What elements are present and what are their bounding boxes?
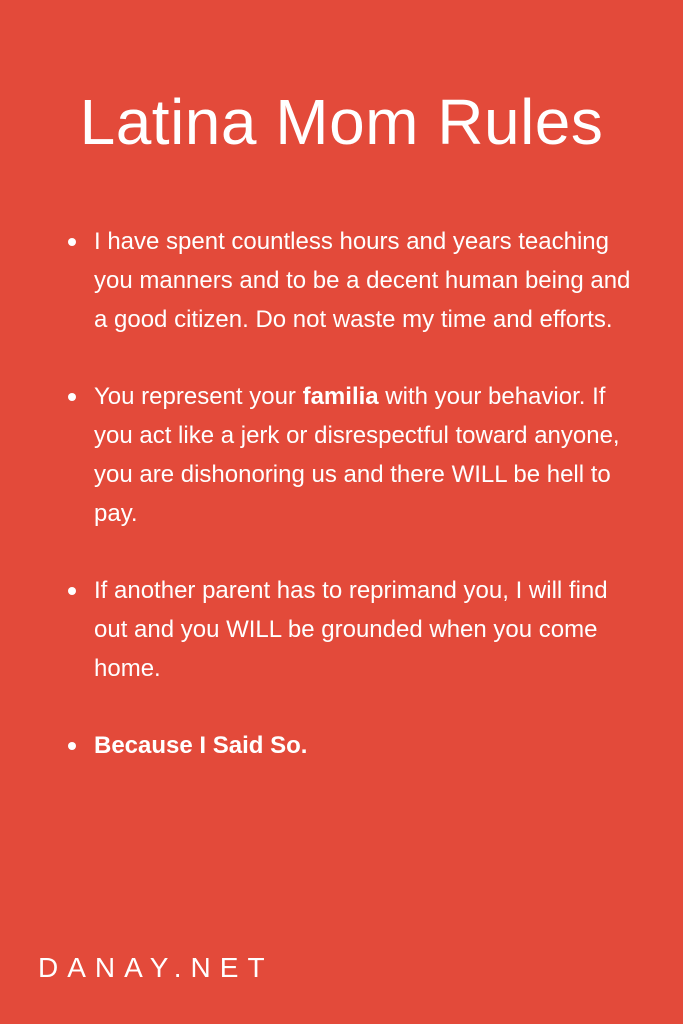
- rule-text: If another parent has to reprimand you, I will find out and you WILL be grounded when you come home.: [94, 577, 608, 682]
- list-item: [94, 571, 639, 688]
- rules-list: [94, 222, 639, 803]
- rule-emphasis: Because I Said So.: [94, 732, 308, 759]
- site-brand: DANAY.NET: [38, 952, 274, 983]
- rule-emphasis: familia: [302, 383, 379, 410]
- list-item: [94, 726, 639, 765]
- list-item: [94, 377, 639, 533]
- page-title: Latina Mom Rules: [79, 86, 604, 158]
- rule-text-continued: with your behavior. If you act like a jerk or disrespectful toward anyone, you are dishonoring us and there WILL be hell to pay.: [94, 383, 620, 527]
- rule-text: I have spent countless hours and years teaching you manners and to be a decent human being and a good citizen. Do not waste my time and efforts.: [94, 228, 631, 333]
- rule-text: You represent your: [94, 383, 303, 410]
- list-item: [94, 222, 639, 339]
